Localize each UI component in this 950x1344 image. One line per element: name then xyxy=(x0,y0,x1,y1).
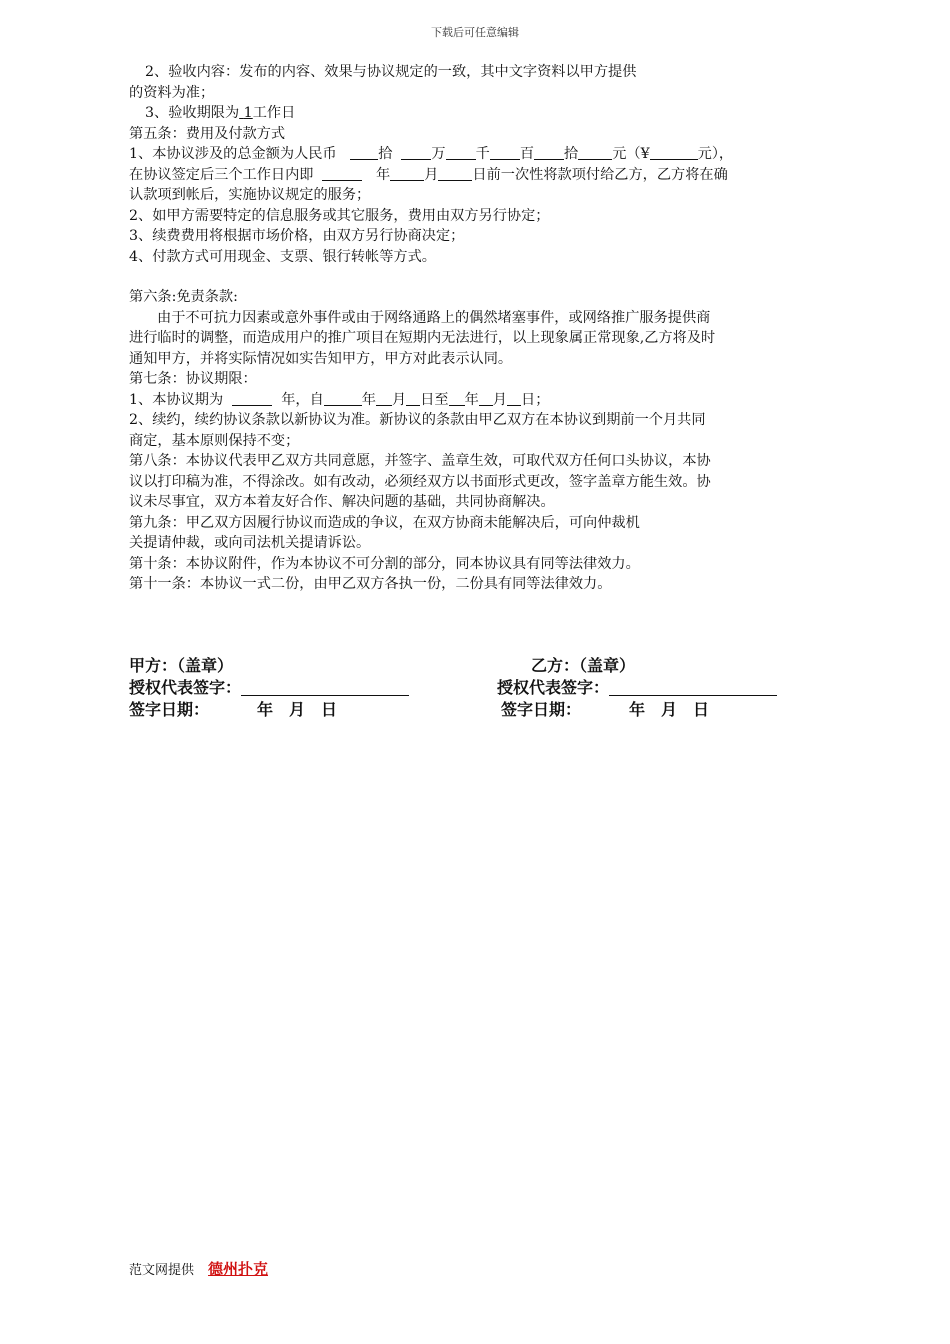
party-b-seal-label: 乙方：（盖章） xyxy=(531,656,636,675)
article-7-item-1: 1、本协议期为 年，自 年 月 日至 年 月 日； xyxy=(129,391,550,408)
acceptance-period-suffix: 工作日 xyxy=(252,105,296,121)
article-5-item-1-line-1: 1、本协议涉及的总金额为人民币 拾 万 千 百 拾 元（¥ 元）， xyxy=(129,146,734,162)
party-a-signature-line[interactable] xyxy=(241,679,409,696)
article-7-title: 第七条：协议期限： xyxy=(129,371,257,387)
acceptance-content-line-2: 的资料为准； xyxy=(129,84,215,101)
article-5-item-4: 4、付款方式可用现金、支票、银行转帐等方式。 xyxy=(129,248,436,265)
article-7-item-2-line-1: 2、续约，续约协议条款以新协议为准。新协议的条款由甲乙双方在本协议到期前一个月共同 xyxy=(129,412,706,428)
article-5-item-1-line-2: 在协议签定后三个工作日内即 年 月 日前一次性将款项付给乙方，乙方将在确 xyxy=(129,166,728,183)
party-a-sign-date: 签字日期： 年 月 日 xyxy=(129,700,338,719)
article-5-item-2: 2、如甲方需要特定的信息服务或其它服务，费用由双方另行协定； xyxy=(129,207,550,224)
acceptance-period-value: 1 xyxy=(243,105,253,121)
article-6-para-line-1: 由于不可抗力因素或意外事件或由于网络通路上的偶然堵塞事件，或网络推广服务提供商 xyxy=(157,309,711,326)
article-5-item-1-line-3: 认款项到帐后，实施协议规定的服务； xyxy=(129,187,371,203)
article-8-line-2: 议以打印稿为准，不得涂改。如有改动，必须经双方以书面形式更改，签字盖章方能生效。协 xyxy=(129,473,711,490)
party-a-seal-label: 甲方：（盖章） xyxy=(129,656,234,675)
party-a-rep-signature: 授权代表签字： xyxy=(129,677,409,699)
acceptance-period-prefix: 3、验收期限为 xyxy=(145,105,240,121)
footer xyxy=(129,1258,268,1279)
article-5-item-3: 3、续费费用将根据市场价格，由双方另行协商决定； xyxy=(129,228,465,244)
article-11: 第十一条：本协议一式二份，由甲乙双方各执一份，二份具有同等法律效力。 xyxy=(129,576,612,592)
article-8-line-3: 议未尽事宜，双方本着友好合作、解决问题的基础，共同协商解决。 xyxy=(129,494,555,510)
footer-brand-link[interactable]: 德州扑克 xyxy=(208,1260,269,1278)
acceptance-content-line-1: 2、验收内容：发布的内容、效果与协议规定的一致，其中文字资料以甲方提供 xyxy=(145,64,637,80)
footer-provider: 范文网提供 xyxy=(129,1263,195,1278)
article-7-item-2-line-2: 商定，基本原则保持不变； xyxy=(129,432,300,449)
article-10: 第十条：本协议附件，作为本协议不可分割的部分，同本协议具有同等法律效力。 xyxy=(129,555,640,572)
article-9-line-2: 关提请仲裁，或向司法机关提请诉讼。 xyxy=(129,535,371,551)
article-8-line-1: 第八条：本协议代表甲乙双方共同意愿，并签字、盖章生效，可取代双方任何口头协议，本协 xyxy=(129,453,711,469)
signature-block xyxy=(129,655,829,721)
article-5-title: 第五条：费用及付款方式 xyxy=(129,125,286,142)
acceptance-period-line xyxy=(129,103,823,124)
header-note: 下载后可任意编辑 xyxy=(431,26,519,39)
contract-body xyxy=(129,62,823,595)
article-6-para-line-3: 通知甲方，并将实际情况如实告知甲方，甲方对此表示认同。 xyxy=(129,350,513,367)
article-6-title: 第六条:免责条款: xyxy=(129,289,238,305)
party-b-signature-line[interactable] xyxy=(609,679,777,696)
party-b-rep-signature: 授权代表签字： xyxy=(497,677,777,699)
article-6-para-line-2: 进行临时的调整，而造成用户的推广项目在短期内无法进行，以上现象属正常现象,乙方将及时 xyxy=(129,330,716,346)
article-9-line-1: 第九条：甲乙双方因履行协议而造成的争议，在双方协商未能解决后，可向仲裁机 xyxy=(129,514,640,531)
party-b-sign-date: 签字日期： 年 月 日 xyxy=(501,700,710,719)
